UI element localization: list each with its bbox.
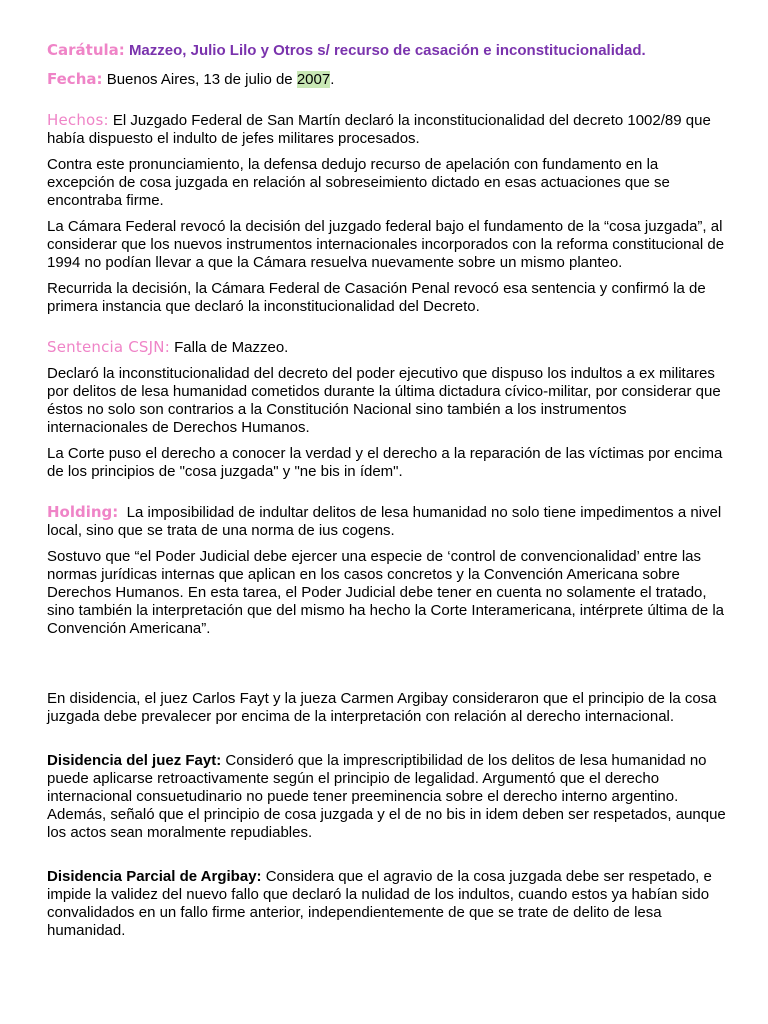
fecha-year: 2007: [296, 71, 331, 88]
holding-label: Holding:: [47, 503, 119, 521]
disidencia-paragraph: En disidencia, el juez Carlos Fayt y la jueza Carmen Argibay consideraron que el principio de la cosa juzgada debe prevalecer por encima de la interpretación con relación al derecho internacional.: [47, 690, 717, 725]
caratula-label: Carátula:: [47, 41, 125, 59]
argibay-text: Considera que el agravio de la cosa juzgada debe ser respetado, e impide la validez del nuevo fallo que declaró la nulidad de los indultos, cuando estos ya habían sido convalidados en un fallo firme anterior, independientemente de que se trate de delito de lesa humanidad.: [47, 868, 712, 939]
fecha-label: Fecha:: [47, 70, 103, 88]
case-title: Mazzeo, Julio Lilo y Otros s/ recurso de casación e inconstitucionalidad.: [128, 42, 646, 59]
sentencia-label: Sentencia CSJN:: [47, 338, 170, 356]
sentencia-paragraph-1: Declaró la inconstitucionalidad del decreto del poder ejecutivo que dispuso los indultos a ex militares por delitos de lesa humanidad cometidos durante la última dictadura cívico-militar, por considerar que éstos no solo son contrarios a la Constitución Nacional sino también a los instrumentos internacionales de Derechos Humanos.: [47, 365, 721, 436]
argibay-label: Disidencia Parcial de Argibay:: [47, 868, 262, 885]
fayt-text: Consideró que la imprescriptibilidad de los delitos de lesa humanidad no puede aplicarse retroactivamente según el principio de legalidad. Argumentó que el derecho internacional consuetudinario no puede tener preeminencia sobre el derecho interno argentino. Además, señaló que el principio de cosa juzgada y el de no bis in idem deben ser respetados, aunque los actos sean moralmente repudiables.: [47, 752, 726, 841]
hechos-paragraph-4: Recurrida la decisión, la Cámara Federal de Casación Penal revocó esa sentencia y confirmó la de primera instancia que declaró la inconstitucionalidad del Decreto.: [47, 280, 706, 315]
holding-paragraph-1: Sostuvo que “el Poder Judicial debe ejercer una especie de ‘control de convencionalidad’ entre las normas jurídicas internas que aplican en los casos concretos y la Convención Americana sobre Derechos Humanos. En esta tarea, el Poder Judicial debe tener en cuenta no solamente el tratado, sino también la interpretación que del mismo ha hecho la Corte Interamericana, intérprete última de la Convención Americana”.: [47, 548, 725, 637]
holding-text: La imposibilidad de indultar delitos de lesa humanidad no solo tiene impedimentos a nivel local, sino que se trata de una norma de ius cogens.: [47, 504, 722, 539]
fayt-label: Disidencia del juez Fayt:: [47, 752, 222, 769]
fecha-text: Buenos Aires, 13 de julio de: [106, 71, 293, 88]
sentencia-text: Falla de Mazzeo.: [174, 339, 289, 356]
holding-line: [47, 503, 727, 540]
fecha-line: [47, 70, 727, 89]
fayt-paragraph: [47, 752, 727, 842]
sentencia-paragraph-2: La Corte puso el derecho a conocer la verdad y el derecho a la reparación de las víctimas por encima de los principios de "cosa juzgada" y "ne bis in ídem".: [47, 445, 723, 480]
hechos-paragraph-2: Contra este pronunciamiento, la defensa dedujo recurso de apelación con fundamento en la excepción de cosa juzgada en relación al sobreseimiento dictado en esas actuaciones que se encontraba firme.: [47, 156, 670, 209]
sentencia-line: [47, 338, 727, 357]
fecha-punct: .: [330, 71, 335, 88]
hechos-label: Hechos:: [47, 111, 109, 129]
argibay-paragraph: [47, 868, 727, 940]
document-page: [47, 41, 727, 940]
hechos-paragraph-1: [47, 111, 727, 148]
caratula-line: [47, 41, 727, 60]
hechos-paragraph-3: La Cámara Federal revocó la decisión del juzgado federal bajo el fundamento de la “cosa juzgada”, al considerar que los nuevos instrumentos internacionales incorporados con la reforma constitucional de 1994 no podían llevar a que la Cámara resuelva nuevamente sobre un mismo planteo.: [47, 218, 725, 271]
hechos-text-1: El Juzgado Federal de San Martín declaró la inconstitucionalidad del decreto 1002/89 que había dispuesto el indulto de jefes militares procesados.: [47, 112, 711, 147]
